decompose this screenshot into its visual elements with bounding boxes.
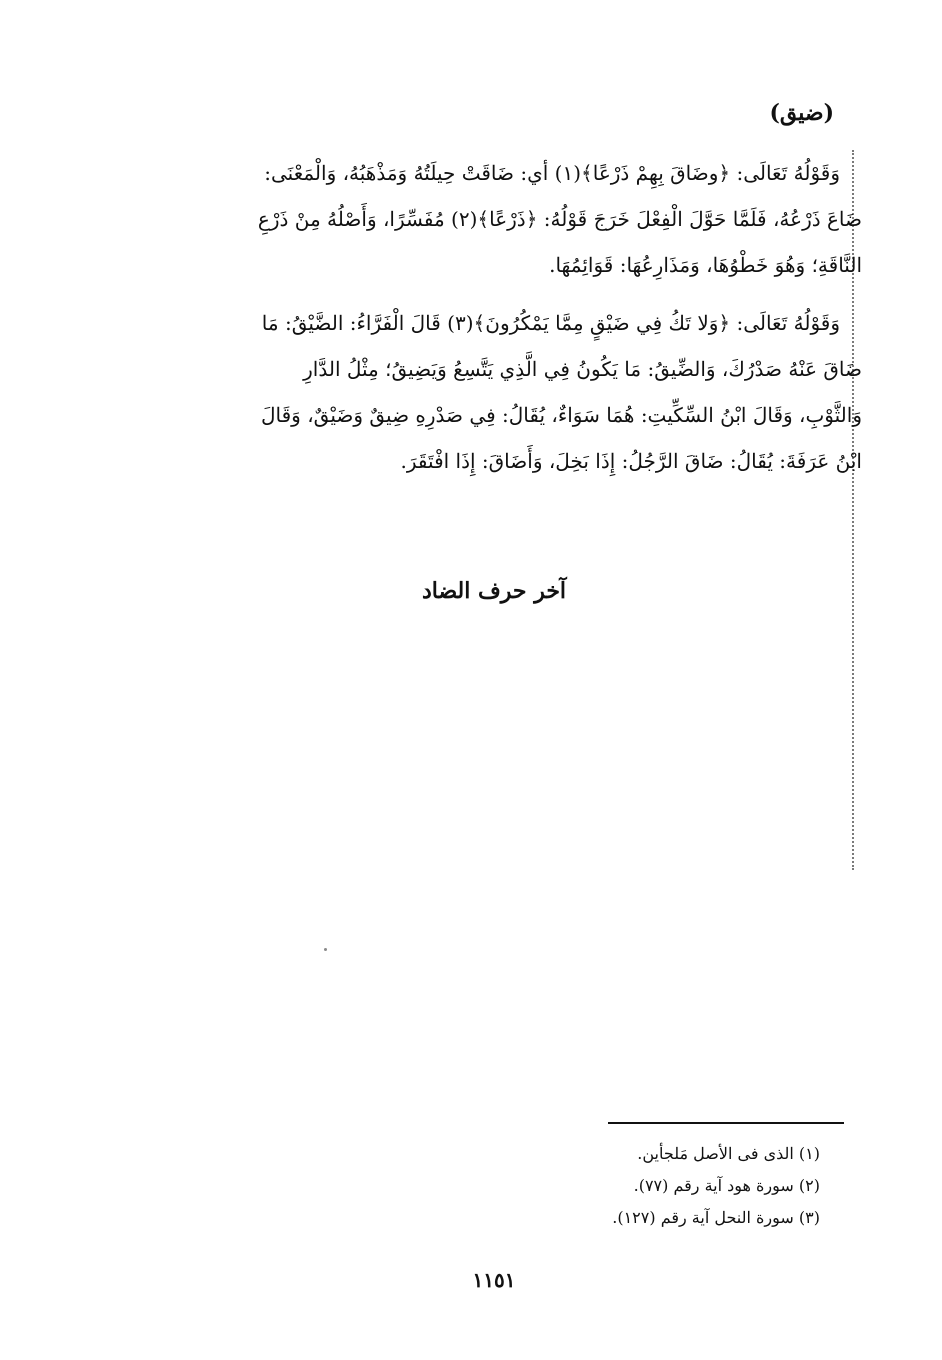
footnotes xyxy=(400,1138,820,1234)
section-end-title: آخر حرف الضاد xyxy=(421,578,567,604)
paragraph-2-line-3: وَالثَّوْبِ، وَقَالَ ابْنُ السِّكِّيتِ: هُمَا سَوَاءٌ، يُقَالُ: فِي صَدْرِهِ ضِيقٌ وَضَيْقٌ، وَقَالَ xyxy=(261,403,862,427)
page-number: ١١٥١ xyxy=(472,1268,516,1292)
scan-speck xyxy=(324,948,327,951)
paragraph-1 xyxy=(158,150,862,288)
footnote-3: (٣) سورة النحل آية رقم (١٢٧). xyxy=(612,1208,820,1227)
paragraph-2-line-2: ضَاقَ عَنْهُ صَدْرُكَ، وَالضِّيقُ: مَا يَكُونُ فِي الَّذِي يَتَّسِعُ وَيَضِيقُ؛ مِثْلُ الدَّارِ xyxy=(303,357,862,381)
entry-heading: (ضيق) xyxy=(769,100,834,126)
paragraph-2 xyxy=(158,300,862,484)
paragraph-1-line-3: النَّاقَةِ؛ وَهُوَ خَطْوُهَا، وَمَذَارِعُهَا: قَوَائِمُهَا. xyxy=(549,253,862,277)
footnote-2: (٢) سورة هود آية رقم (٧٧). xyxy=(633,1176,820,1195)
footnote-1: (١) الذى فى الأصل مَلجأين. xyxy=(637,1144,820,1163)
paragraph-2-line-1: وَقَوْلُهُ تَعَالَى: ﴿وَلا تَكُ فِي ضَيْقٍ مِمَّا يَمْكُرُونَ﴾(٣) قَالَ الْفَرَّاءُ: الضَّيْقُ: مَا xyxy=(261,311,840,335)
paragraph-1-line-1: وَقَوْلُهُ تَعَالَى: ﴿وضَاقَ بِهِمْ ذَرْعًا﴾(١) أي: ضَاقَتْ حِيلَتُهُ وَمَذْهَبُهُ، وَالْمَعْنَى: xyxy=(264,161,840,185)
paragraph-1-line-2: ضَاعَ ذَرْعُهُ، فَلَمَّا حَوَّلَ الْفِعْلَ خَرَجَ قَوْلُهُ: ﴿ذَرْعًا﴾(٢) مُفَسِّرًا، وَأَصْلُهُ مِنْ ذَرْعِ xyxy=(257,207,862,231)
paragraph-2-line-4: ابْنُ عَرَفَةَ: يُقَالُ: ضَاقَ الرَّجُلُ: إِذَا بَخِلَ، وَأَضَاقَ: إِذَا افْتَقَرَ. xyxy=(400,449,862,473)
footnote-separator xyxy=(608,1122,844,1124)
